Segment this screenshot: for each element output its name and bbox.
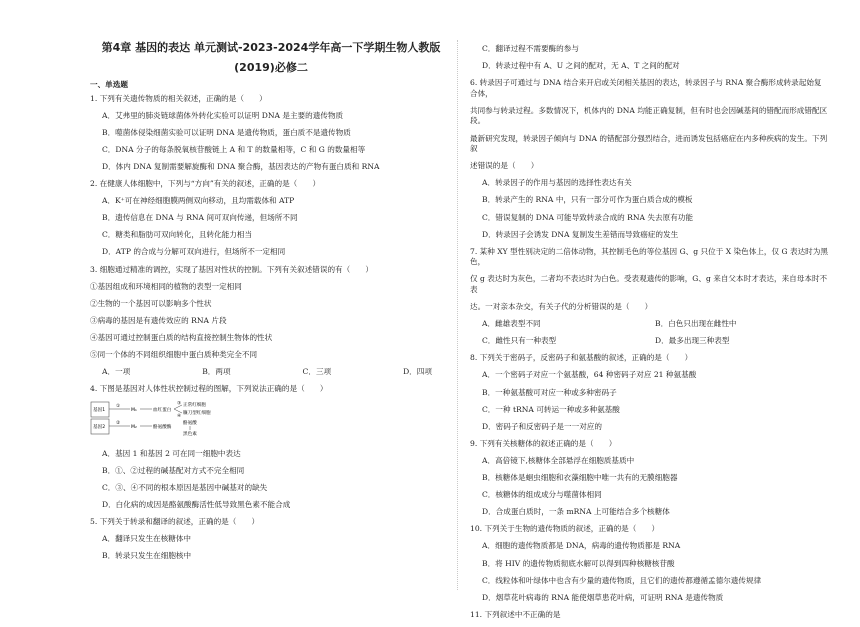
option-a: A．高倍镜下,核糖体全部悬浮在细胞质基质中 [482, 455, 635, 465]
section-heading: 一、单选题 [90, 80, 128, 89]
option-c: C．雌性只有一种表型 [482, 336, 557, 346]
option-b: B．两项 [202, 367, 231, 377]
gene-expression-diagram [90, 401, 454, 443]
step-2-label: ② [116, 421, 121, 427]
page-title: 第4章 基因的表达 单元测试-2023-2024学年高一下学期生物人教版(2019)必修二 [101, 41, 441, 74]
option-b: B．转录产生的 RNA 中，只有一部分可作为蛋白质合成的模板 [482, 195, 693, 205]
option-d: D．四项 [403, 367, 432, 377]
step-3-label: ③ [177, 401, 182, 407]
statement-2: ②生物的一个基因可以影响多个性状 [90, 298, 212, 308]
option-a: A．艾弗里的肺炎链球菌体外转化实验可以证明 DNA 是主要的遗传物质 [102, 110, 344, 120]
question-5-cont [468, 44, 828, 72]
question-9 [468, 439, 828, 518]
option-b: B．白色只出现在雌性中 [655, 319, 737, 329]
option-a: A．K⁺可在神经细胞膜两侧双向移动，且均需载体和 ATP [102, 196, 295, 206]
question-2 [88, 179, 454, 258]
statement-5: ⑤同一个体的不同组织细胞中蛋白质种类完全不同 [90, 350, 258, 359]
question-5 [88, 517, 454, 562]
option-c: C．糖类和脂肪可双向转化，且转化能力相当 [102, 230, 253, 240]
tyrosine-label: 酪氨酸 [183, 421, 197, 427]
option-c: C．翻译过程不需要酶的参与 [482, 44, 579, 53]
option-b: B．噬菌体侵染细菌实验可以证明 DNA 是遗传物质，蛋白质不是遗传物质 [102, 127, 351, 137]
statement-3: ③病毒的基因是有遗传效应的 RNA 片段 [90, 315, 227, 325]
option-a: A．一项 [102, 367, 131, 377]
question-stem: 5. 下列关于转录和翻译的叙述，正确的是（ ） [90, 517, 260, 527]
options-grid [482, 319, 828, 347]
option-d: D．最多出现三种表型 [655, 336, 730, 346]
question-1 [88, 94, 454, 173]
option-c: C．一种 tRNA 可转运一种或多种氨基酸 [482, 404, 620, 414]
gene2-label: 基因2 [93, 425, 106, 431]
melanin-label: 黑色素 [183, 432, 197, 438]
question-stem: 4. 下图是基因对人体性状控制过程的图解，下列说法正确的是（ ） [90, 384, 328, 394]
option-d: D．ATP 的合成与分解可双向进行，但场所不一定相同 [102, 247, 286, 257]
question-7 [468, 247, 828, 347]
option-d: D．转录因子会诱发 DNA 复制发生差错而导致癌症的发生 [482, 229, 679, 239]
step-1-label: ① [116, 404, 121, 410]
question-stem-line: 共同参与转录过程。多数情况下，机体内的 DNA 均能正确复制，但有时也会因碱基间的错配而形成错配区段。 [470, 105, 828, 126]
option-c: C．③、④不同的根本原因是基因中碱基对的缺失 [102, 483, 268, 493]
question-4 [88, 384, 454, 511]
hemoglobin-label: 血红蛋白 [153, 408, 172, 414]
option-b: B．核糖体是蛔虫细胞和衣藻细胞中唯一共有的无膜细胞器 [482, 473, 678, 483]
question-stem-line: 达。一对亲本杂交，有关子代的分析错误的是（ ） [470, 302, 653, 312]
statement-1: ①基因组成和环境相同的植物的表型一定相同 [90, 281, 242, 291]
question-stem: 10. 下列关于生物的遗传物质的叙述，正确的是（ ） [470, 524, 660, 534]
column-divider [457, 40, 458, 590]
option-a: A．转录因子的作用与基因的选择性表达有关 [482, 178, 632, 188]
option-c: C．核糖体的组成成分与噬菌体相同 [482, 490, 602, 500]
option-b: B．①、②过程的碱基配对方式不完全相同 [102, 465, 245, 475]
option-c: C．线粒体和叶绿体中也含有少量的遗传物质，且它们的遗传都遵循孟德尔遗传规律 [482, 575, 762, 585]
question-stem-line: 7. 某种 XY 型性别决定的二倍体动物，其控制毛色的等位基因 G、g 只位于 X 染色体上，仅 G 表达时为黑色， [470, 246, 828, 267]
left-column [88, 38, 454, 569]
question-8 [468, 353, 828, 432]
question-stem: 2. 在健康人体细胞中，下列与“方向”有关的叙述，正确的是（ ） [90, 179, 321, 189]
question-10 [468, 524, 828, 603]
option-d: D．转录过程中有 A、U 之间的配对，无 A、T 之间的配对 [482, 61, 680, 71]
option-a: A．翻译只发生在核糖体中 [102, 534, 192, 544]
option-b: B．转录只发生在细胞核中 [102, 551, 192, 561]
question-3 [88, 265, 454, 378]
question-11 [468, 610, 828, 621]
tyrosinase-label: 酪氨酸酶 [153, 425, 172, 431]
gene1-label: 基因1 [93, 408, 106, 414]
m2-label: M₂ [131, 425, 137, 431]
option-c: C．错误复制的 DNA 可能导致转录合成的 RNA 失去原有功能 [482, 212, 693, 222]
question-stem: 11. 下列叙述中不正确的是 [470, 609, 561, 619]
question-6 [468, 78, 828, 240]
option-a: A．基因 1 和基因 2 可在同一细胞中表达 [102, 448, 241, 458]
question-stem: 1. 下列有关遗传物质的相关叙述，正确的是（ ） [90, 93, 267, 103]
option-d: D．合成蛋白质时，一条 mRNA 上可能结合多个核糖体 [482, 507, 670, 517]
options-row [102, 367, 432, 378]
option-b: B．遗传信息在 DNA 与 RNA 间可双向传递，但场所不同 [102, 213, 298, 223]
statement-4: ④基因可通过控制蛋白质的结构直接控制生物体的性状 [90, 332, 273, 342]
option-d: D．密码子和反密码子是一一对应的 [482, 421, 602, 431]
option-d: D．体内 DNA 复制需要解旋酶和 DNA 聚合酶，基因表达的产物有蛋白质和 RNA [102, 161, 380, 171]
question-stem-line: 6. 转录因子可通过与 DNA 结合来开启或关闭相关基因的表达，转录因子与 RNA 聚合酶形成转录起始复合体， [470, 78, 822, 98]
sickle-rbc-label: 镰刀型红细胞 [183, 411, 211, 417]
normal-rbc-label: 正常红细胞 [183, 403, 206, 409]
question-stem: 3. 细胞通过精准的调控，实现了基因对性状的控制。下列有关叙述错误的有（ ） [90, 264, 374, 274]
right-column [468, 44, 828, 627]
question-stem-line: 仅 g 表达时为灰色，二者均不表达时为白色。受表观遗传的影响，G、g 来自父本时才表达，来自母本时不表 [470, 274, 828, 294]
option-a: A．一个密码子对应一个氨基酸，64 种密码子对应 21 种氨基酸 [482, 370, 697, 380]
option-d: D．烟草花叶病毒的 RNA 能使烟草患花叶病，可证明 RNA 是遗传物质 [482, 592, 724, 602]
question-stem: 9. 下列有关核糖体的叙述正确的是（ ） [470, 438, 617, 448]
option-b: B．一种氨基酸可对应一种或多种密码子 [482, 387, 617, 397]
option-a: A．细胞的遗传物质都是 DNA，病毒的遗传物质都是 RNA [482, 541, 681, 551]
option-a: A．雌雄表型不同 [482, 319, 541, 329]
option-c: C．三项 [302, 367, 332, 377]
option-b: B．将 HIV 的遗传物质彻底水解可以得到四种核糖核苷酸 [482, 558, 675, 568]
m1-label: M₁ [131, 408, 137, 414]
step-4-label: ④ [177, 414, 182, 420]
question-stem: 8. 下列关于密码子，反密码子和氨基酸的叙述，正确的是（ ） [470, 353, 693, 363]
question-stem-line: 述错误的是（ ） [470, 161, 539, 171]
option-d: D．白化病的成因是酪氨酸酶活性低导致黑色素不能合成 [102, 500, 291, 510]
option-c: C．DNA 分子的每条脱氧核苷酸链上 A 和 T 的数量相等，C 和 G 的数量相等 [102, 144, 366, 154]
question-stem-line: 最新研究发现，转录因子倾向与 DNA 的错配部分强烈结合，进而诱发包括癌症在内多种疾病的发生。下列叙 [470, 133, 828, 154]
